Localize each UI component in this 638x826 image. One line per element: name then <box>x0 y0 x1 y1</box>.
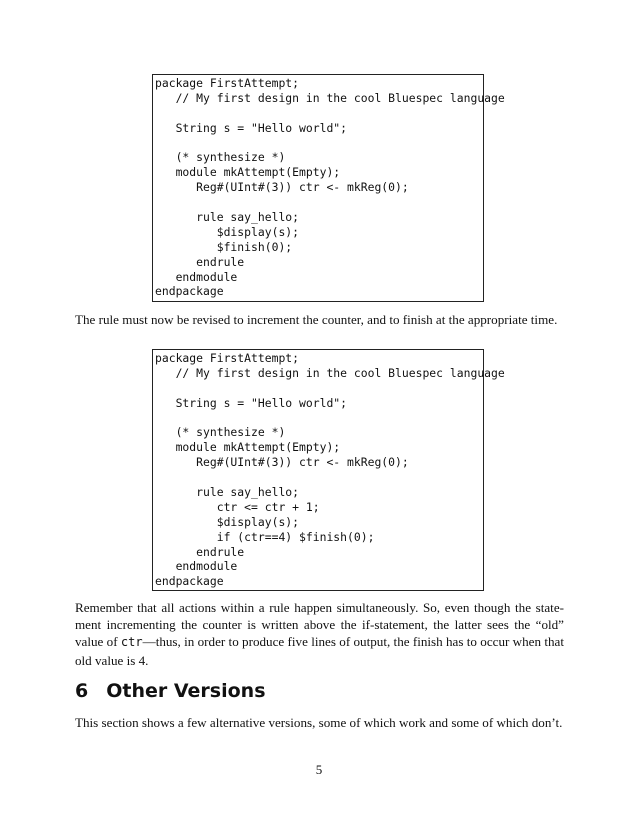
page-number: 5 <box>315 762 323 777</box>
code-line: // My first design in the cool Bluespec language <box>155 365 505 380</box>
code-line <box>155 136 483 151</box>
code-line: Reg#(UInt#(3)) ctr <- mkReg(0); <box>155 180 409 195</box>
code-line: Reg#(UInt#(3)) ctr <- mkReg(0); <box>155 455 409 470</box>
code-line: rule say_hello; <box>155 210 300 225</box>
paragraph-text: —thus, in order to produce five lines of output, the finish has to occur when that old value is 4. <box>75 634 564 668</box>
code-line: endmodule <box>155 269 238 284</box>
section-number: 6 <box>75 680 89 702</box>
paragraph-simultaneous-actions <box>75 599 564 669</box>
code-line: (* synthesize *) <box>155 425 286 440</box>
code-line: $display(s); <box>155 224 300 239</box>
code-line: package FirstAttempt; <box>155 351 300 365</box>
code-block-revised-attempt <box>152 349 505 591</box>
paragraph-rule-revision: The rule must now be revised to increment the counter, and to finish at the appropriate time. <box>75 312 558 327</box>
code-line: if (ctr==4) $finish(0); <box>155 529 375 544</box>
code-line: endmodule <box>155 559 238 574</box>
code-line: // My first design in the cool Bluespec language <box>155 90 505 105</box>
section-title: Other Versions <box>106 680 266 702</box>
code-block-first-attempt <box>152 74 505 302</box>
code-line: ctr <= ctr + 1; <box>155 499 320 514</box>
paragraph-text: Remember that all actions within a rule happen simultaneously. So, even though the state-ment incrementing the counter is written above the if-statement, the latter sees the “old” value of <box>75 600 564 650</box>
code-line: $finish(0); <box>155 239 293 254</box>
code-line: (* synthesize *) <box>155 150 286 165</box>
code-line <box>155 195 483 210</box>
code-line: endrule <box>155 544 245 559</box>
code-line: String s = "Hello world"; <box>155 395 348 410</box>
code-line <box>155 381 483 396</box>
code-line <box>155 470 483 485</box>
inline-code: ctr <box>120 635 143 650</box>
code-line: endpackage <box>155 284 224 299</box>
code-line: module mkAttempt(Empty); <box>155 165 341 180</box>
section-heading <box>75 680 266 702</box>
code-line <box>155 411 483 426</box>
code-line: endrule <box>155 254 245 269</box>
code-line: $display(s); <box>155 514 300 529</box>
code-line <box>155 106 483 121</box>
code-line: package FirstAttempt; <box>155 76 300 90</box>
code-line: String s = "Hello world"; <box>155 120 348 135</box>
code-line: endpackage <box>155 574 224 589</box>
code-line: module mkAttempt(Empty); <box>155 440 341 455</box>
code-line: rule say_hello; <box>155 485 300 500</box>
paragraph-section-intro: This section shows a few alternative versions, some of which work and some of which don’t. <box>75 715 563 730</box>
